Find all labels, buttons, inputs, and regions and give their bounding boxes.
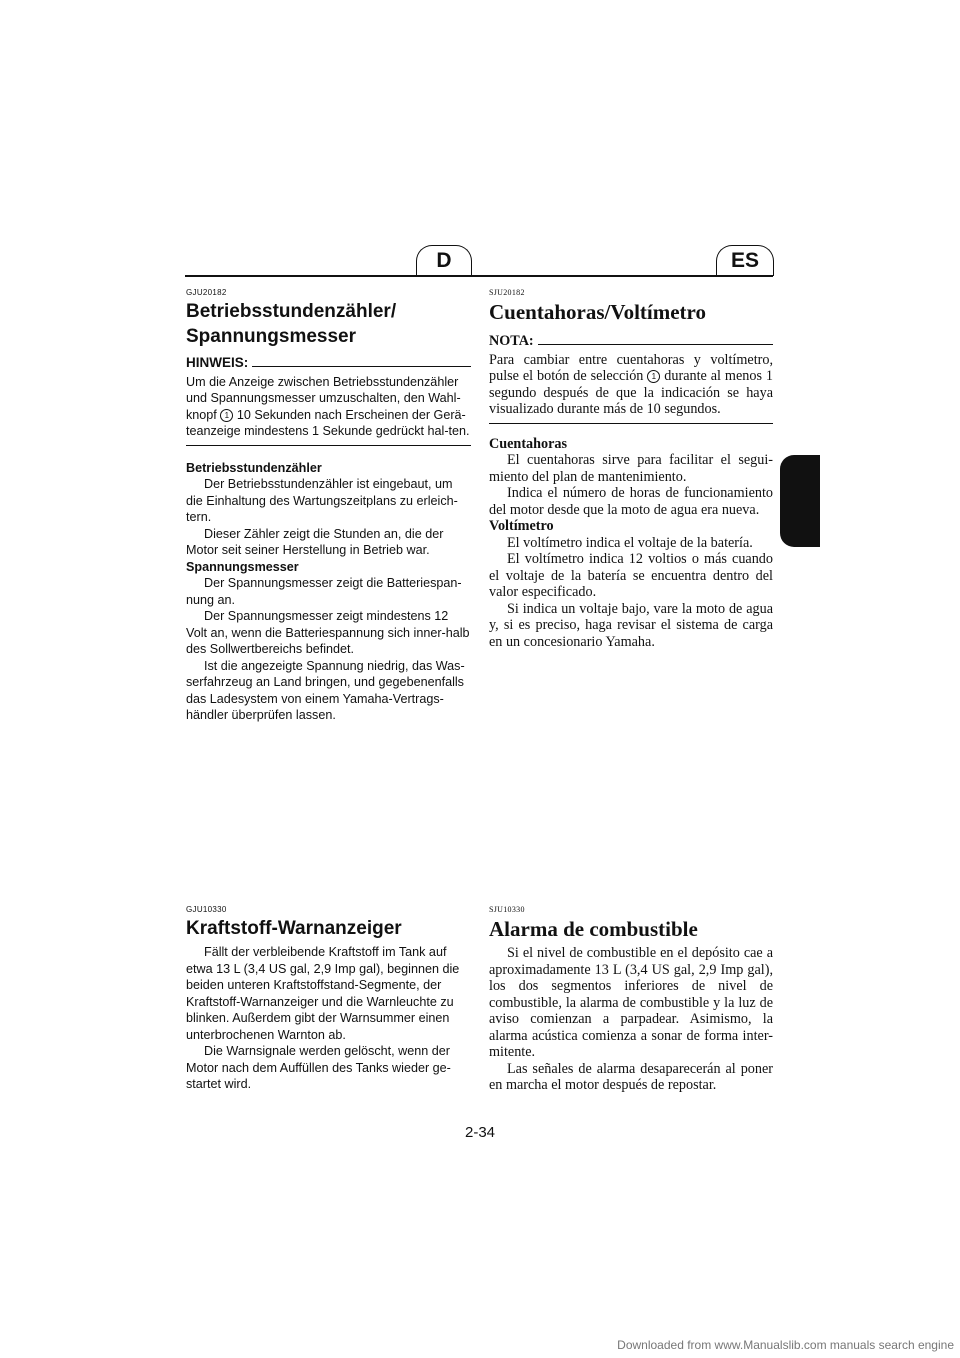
watermark: Downloaded from www.Manualslib.com manuals search engine	[617, 1338, 954, 1352]
subheading: Spannungsmesser	[186, 559, 299, 574]
section-body	[489, 945, 773, 1094]
paragraph: Las señales de alarma desaparecerán al poner en marcha el motor después de repostar.	[489, 1060, 773, 1093]
note-label: HINWEIS:	[186, 355, 249, 370]
language-tab-de: D	[416, 245, 472, 276]
de-section-hours-voltmeter	[186, 288, 471, 724]
es-section-fuel-warning	[489, 905, 773, 1094]
section-body	[186, 944, 471, 1093]
note-text: Um die Anzeige zwischen Betriebsstundenzähler und Spannungsmesser umzuschalten, den Wahl-knopf 1 10 Sekunden nach Erscheinen der Gerä-teanzeige mindestens 1 Sekunde gedrückt hal-ten.	[186, 374, 470, 438]
es-section-hours-voltmeter	[489, 288, 773, 650]
paragraph: Die Warnsignale werden gelöscht, wenn der Motor nach dem Auffüllen des Tanks wieder ge-startet wird.	[186, 1044, 451, 1091]
subheading: Voltímetro	[489, 518, 554, 534]
paragraph: Der Betriebsstundenzähler ist eingebaut, um die Einhaltung des Wartungszeitplans zu erleich-tern.	[186, 477, 458, 524]
callout-number-icon: 1	[647, 370, 660, 383]
note-block	[186, 355, 471, 446]
paragraph: Ist die angezeigte Spannung niedrig, das Was-serfahrzeug an Land bringen, und gegebenenfalls das Ladesystem von einem Yamaha-Vertrags-händler überprüfen lassen.	[186, 658, 465, 722]
paragraph: Si el nivel de combustible en el depósito cae a aproximadamente 13 L (3,4 US gal, 2,9 Imp gal), los dos segmentos inferiores de nivel de combustible, la alarma de combustible y la luz de aviso comienzan a parpadear. Asimismo, la alarma acústica comienza a sonar de forma inter-mitente.	[489, 945, 773, 1060]
paragraph: Fällt der verbleibende Kraftstoff im Tank auf etwa 13 L (3,4 US gal, 2,9 Imp gal), beginnen die beiden unteren Kraftstoffstand-Segmente, der Kraftstoff-Warnanzeiger und die Warnleuchte zu blinken. Außerdem gibt der Warnsummer einen unterbrochenen Warnton ab.	[186, 945, 460, 1042]
section-title: Betriebsstundenzähler/ Spannungsmesser	[186, 301, 397, 347]
note-text: Para cambiar entre cuentahoras y voltímetro, pulse el botón de selección 1 durante al menos 1 segundo después de que la indicación se haya visualizado durante más de 10 segundos.	[489, 351, 773, 417]
section-code: GJU10330	[186, 905, 227, 914]
paragraph: El voltímetro indica 12 voltios o más cuando el voltaje de la batería se encuentra dentro del valor especificado.	[489, 551, 773, 600]
subheading: Betriebsstundenzähler	[186, 460, 322, 475]
paragraph: El voltímetro indica el voltaje de la batería.	[507, 534, 753, 551]
paragraph: Der Spannungsmesser zeigt mindestens 12 Volt an, wenn die Batteriespannung sich inner-halb des Sollwertbereichs befindet.	[186, 609, 470, 656]
note-label: NOTA:	[489, 333, 534, 349]
paragraph: El cuentahoras sirve para facilitar el segui-miento del plan de mantenimiento.	[489, 452, 773, 485]
section-body	[489, 436, 773, 651]
section-code: SJU20182	[489, 288, 525, 297]
note-block	[489, 333, 773, 424]
section-body	[186, 460, 471, 724]
callout-number-icon: 1	[220, 409, 233, 422]
paragraph: Si indica un voltaje bajo, vare la moto de agua y, si es preciso, haga revisar el sistema de carga en un concesionario Yamaha.	[489, 600, 773, 650]
paragraph: Indica el número de horas de funcionamiento del motor desde que la moto de agua era nueva.	[489, 485, 773, 518]
section-title: Alarma de combustible	[489, 917, 698, 941]
de-section-fuel-warning	[186, 905, 471, 1093]
section-code: SJU10330	[489, 905, 525, 914]
section-title: Cuentahoras/Voltímetro	[489, 300, 706, 324]
language-tab-es: ES	[716, 245, 774, 276]
header-rule	[185, 275, 773, 277]
subheading: Cuentahoras	[489, 435, 568, 452]
section-code: GJU20182	[186, 288, 227, 297]
page-number: 2-34	[464, 1124, 496, 1141]
chapter-side-tab	[780, 455, 820, 547]
paragraph: Der Spannungsmesser zeigt die Batteriespan-nung an.	[186, 576, 462, 607]
paragraph: Dieser Zähler zeigt die Stunden an, die der Motor seit seiner Herstellung in Betrieb war.	[186, 526, 444, 557]
section-title: Kraftstoff-Warnanzeiger	[186, 918, 402, 939]
